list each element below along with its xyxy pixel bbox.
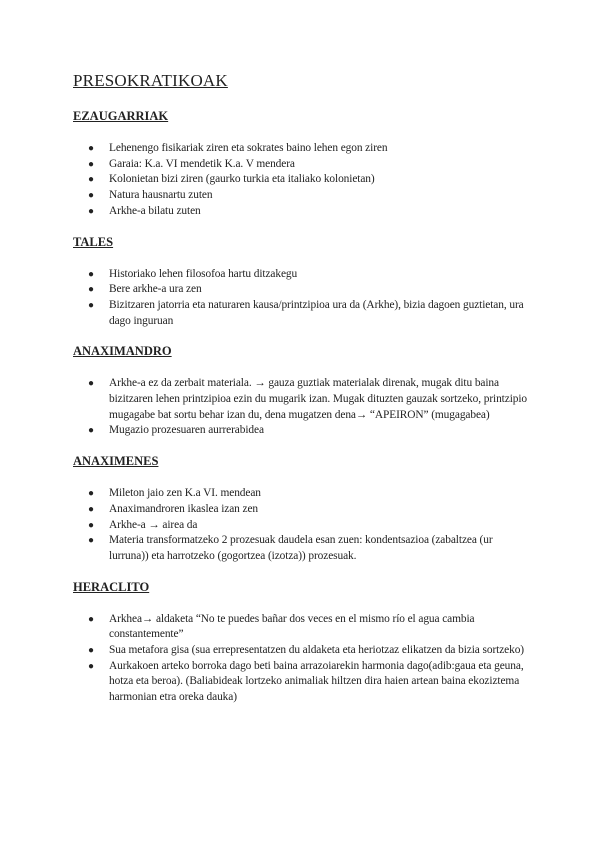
- bullet-icon: ●: [88, 205, 94, 217]
- section-heading: ANAXIMENES: [73, 454, 159, 469]
- bullet-icon: ●: [88, 488, 94, 500]
- document-title: PRESOKRATIKOAK: [73, 71, 228, 90]
- list-item: [73, 172, 533, 188]
- list-item-text: Lehenengo fisikariak ziren eta sokrates baino lehen egon ziren: [109, 142, 388, 154]
- bullet-icon: ●: [88, 158, 94, 170]
- list-item-text: Arkhe-a bilatu zuten: [109, 204, 201, 217]
- list-item: [73, 282, 533, 298]
- bullet-icon: ●: [88, 378, 94, 390]
- list-item: [73, 188, 533, 204]
- list-item-text: Mileton jaio zen K.a VI. mendean: [109, 487, 261, 500]
- document-page: [73, 70, 533, 720]
- list-item-text: Aurkakoen arteko borroka dago beti baina arrazoiarekin harmonia dago(adib:gaua eta geuna, hotza eta beroa). (Baliabideak lortzeko animaliak hiltzen dira haien artean baina ekoziztema harmonian etra oreka dauka): [109, 659, 524, 704]
- bullet-icon: ●: [88, 645, 94, 657]
- list-item: [73, 376, 533, 423]
- list-item-text: Natura hausnartu zuten: [109, 189, 213, 202]
- bullet-list: [73, 267, 533, 330]
- list-item-text: Sua metafora gisa (sua errepresentatzen du aldaketa eta heriotzaz elikatzen da bizia sortzeko): [109, 644, 524, 657]
- section-anaximandro: [73, 343, 533, 439]
- list-item-text: Mugazio prozesuaren aurrerabidea: [109, 424, 264, 437]
- bullet-icon: ●: [88, 190, 94, 202]
- bullet-list: [73, 612, 533, 706]
- section-heraclito: [73, 579, 533, 706]
- bullet-icon: ●: [88, 425, 94, 437]
- list-item: [73, 518, 533, 534]
- list-item: [73, 533, 533, 564]
- list-item: [73, 141, 533, 157]
- list-item: [73, 643, 533, 659]
- bullet-icon: ●: [88, 299, 94, 311]
- section-heading: HERACLITO: [73, 579, 150, 594]
- bullet-icon: ●: [88, 284, 94, 296]
- bullet-icon: ●: [88, 535, 94, 547]
- list-item-text: Arkhe-a ez da zerbait materiala. → gauza guztiak materialak direnak, mugak ditu baina bizitzaren lehen printzipioa ezin du mugarik izan. Mugak dituzten gauzak sortzeko, printzipio mugagabe bat sortu behar izan du, dena mugatzen dena→ “APEIRON” (mugagabea): [109, 377, 528, 421]
- bullet-list: [73, 486, 533, 565]
- list-item: [73, 612, 533, 643]
- bullet-icon: ●: [88, 503, 94, 515]
- list-item: [73, 502, 533, 518]
- section-heading: TALES: [73, 234, 114, 249]
- section-tales: [73, 234, 533, 330]
- section-heading: ANAXIMANDRO: [73, 344, 172, 359]
- bullet-icon: ●: [88, 613, 94, 625]
- list-item: [73, 659, 533, 706]
- list-item: [73, 157, 533, 173]
- list-item-text: Arkhe-a → airea da: [109, 518, 198, 531]
- section-ezaugarriak: [73, 108, 533, 220]
- list-item: [73, 423, 533, 439]
- bullet-icon: ●: [88, 519, 94, 531]
- sections-container: [73, 108, 533, 706]
- bullet-list: [73, 141, 533, 220]
- list-item: [73, 267, 533, 283]
- list-item: [73, 204, 533, 220]
- list-item: [73, 298, 533, 329]
- list-item-text: Garaia: K.a. VI mendetik K.a. V mendera: [109, 157, 295, 170]
- section-anaximenes: [73, 453, 533, 565]
- bullet-icon: ●: [88, 660, 94, 672]
- bullet-icon: ●: [88, 174, 94, 186]
- list-item-text: Bizitzaren jatorria eta naturaren kausa/printzipioa ura da (Arkhe), bizia dagoen guztietan, ura dago inguruan: [109, 298, 524, 327]
- section-heading: EZAUGARRIAK: [73, 109, 169, 123]
- list-item-text: Arkhea→ aldaketa “No te puedes bañar dos veces en el mismo río el agua cambia constantemente”: [109, 612, 475, 641]
- bullet-icon: ●: [88, 143, 94, 154]
- list-item-text: Anaximandroren ikaslea izan zen: [109, 502, 259, 515]
- list-item-text: Historiako lehen filosofoa hartu ditzakegu: [109, 267, 298, 280]
- bullet-list: [73, 376, 533, 439]
- list-item-text: Bere arkhe-a ura zen: [109, 283, 202, 296]
- list-item-text: Kolonietan bizi ziren (gaurko turkia eta italiako kolonietan): [109, 173, 375, 186]
- bullet-icon: ●: [88, 268, 94, 280]
- list-item-text: Materia transformatzeko 2 prozesuak daudela esan zuen: kondentsazioa (zabaltzea (ur lurruna)) eta harrotzeko (gogortzea (izotza)) prozesuak.: [109, 534, 493, 562]
- list-item: [73, 486, 533, 502]
